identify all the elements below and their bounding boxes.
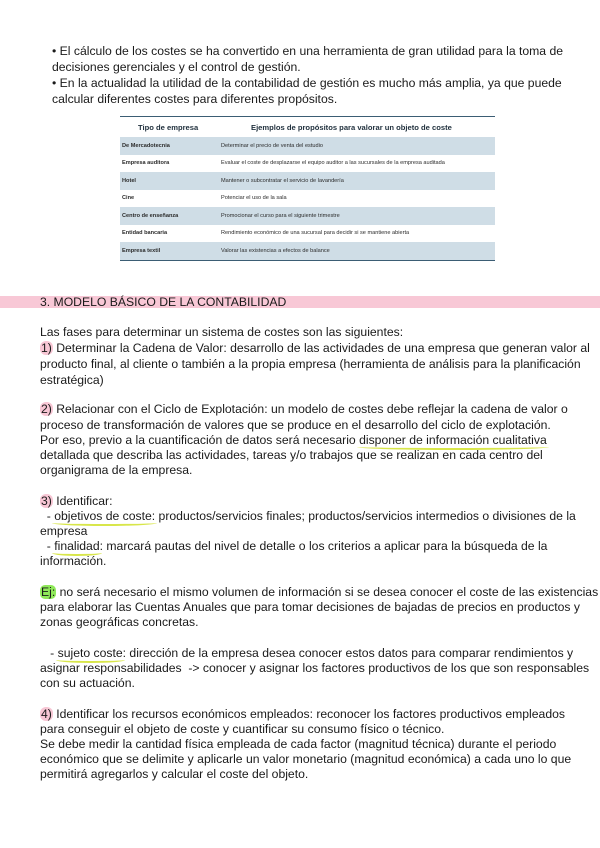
table-cell-type: Cine	[122, 195, 135, 202]
example-line-2: para elaborar las Cuentas Anuales que para tomar decisiones de bajadas de precios en productos y	[40, 600, 580, 614]
table-cell-purpose: Promocionar el curso para el siguiente trimestre	[221, 212, 340, 219]
phase-3-number: 3)	[41, 494, 52, 508]
phase-4-line-3: Se debe medir la cantidad física empleada de cada factor (magnitud técnica) durante el periodo	[40, 737, 557, 751]
table-cell-type: De Mercadotecnia	[122, 142, 170, 149]
phase-1-number: 1)	[41, 341, 52, 355]
sujeto-text: : dirección de la empresa desea conocer estos datos para comparar rendimientos y	[122, 646, 574, 660]
table-cell-purpose: Potenciar el uso de la sala	[221, 195, 287, 202]
objectives-line-2: empresa	[40, 524, 88, 538]
phase-2-line-3	[40, 433, 547, 448]
sujeto-line-3: con su actuación.	[40, 676, 135, 690]
sujeto-line-1	[40, 646, 573, 661]
example-text: no será necesario el mismo volumen de información si se desea conocer el coste de las existencias	[56, 585, 599, 599]
finalidad-line-2: información.	[40, 554, 107, 568]
table-row	[120, 225, 495, 243]
table-header-col-2: Ejemplos de propósitos para valorar un objeto de coste	[251, 122, 452, 132]
table-cell-type: Centro de enseñanza	[122, 212, 179, 219]
phase-4-line-5: permitirá agregarlos y calcular el coste del objeto.	[40, 767, 309, 781]
intro-bullet-2-line-1: • En la actualidad la utilidad de la contabilidad de gestión es mucho más amplia, ya que puede	[52, 76, 562, 90]
phase-3-text: Identificar:	[52, 494, 113, 508]
purposes-table	[120, 116, 495, 261]
phase-4-line-2: para conseguir el objeto de coste y cuantificar su consumo físico o técnico.	[40, 722, 445, 736]
table-cell-purpose: Evaluar el coste de desplazarse el equipo auditor a las sucursales de la empresa auditada	[221, 160, 445, 167]
fases-intro: Las fases para determinar un sistema de costes son las siguientes:	[40, 325, 404, 339]
table-row	[120, 242, 495, 260]
qualitative-info-underlined: disponer de información cualitativa	[359, 433, 547, 447]
phase-4-line-4: económico que se delimite y aplicarle un valor monetario (magnitud económica) a cada uno lo que	[40, 752, 572, 766]
section-title: 3. MODELO BÁSICO DE LA CONTABILIDAD	[40, 295, 287, 309]
phase-4-line-1	[40, 707, 565, 722]
example-line-3: zonas geográficas concretas.	[40, 615, 199, 629]
sujeto-label: sujeto coste	[57, 646, 123, 660]
example-line-1	[40, 585, 598, 600]
phase-1-line-3: estratégica)	[40, 373, 104, 387]
phase-1-text: Determinar la Cadena de Valor: desarrollo de las actividades de una empresa que generan valor al	[52, 341, 590, 355]
table-row	[120, 172, 495, 190]
table-cell-purpose: Mantener o subcontratar el servicio de lavandería	[221, 177, 344, 184]
phase-2-line-5: organigrama de la empresa.	[40, 463, 193, 477]
phase-1-line-2: producto final, al cliente o también a la propia empresa (herramienta de análisis para la planificación	[40, 357, 581, 371]
phase-4-number: 4)	[41, 707, 52, 721]
table-cell-type: Hotel	[122, 177, 136, 184]
sujeto-line-2: asignar responsabilidades -> conocer y asignar los factores productivos de los que son responsables	[40, 661, 590, 675]
objectives-text: productos/servicios finales; productos/servicios intermedios o divisiones de la	[155, 509, 576, 523]
table-cell-purpose: Valorar las existencias a efectos de balance	[221, 247, 330, 254]
table-row	[120, 190, 495, 208]
table-header	[120, 117, 495, 137]
phase-2-text: Relacionar con el Ciclo de Explotación: un modelo de costes debe reflejar la cadena de valor o	[52, 402, 568, 416]
sujeto-dash: -	[40, 646, 58, 660]
finalidad-line-1	[40, 539, 547, 554]
table-row	[120, 155, 495, 173]
objectives-dash: -	[40, 509, 55, 523]
table-cell-purpose: Determinar el precio de venta del estudio	[221, 142, 323, 149]
finalidad-dash: -	[40, 539, 55, 553]
table-cell-type: Empresa auditora	[122, 160, 170, 167]
intro-bullet-1-line-2: decisiones gerenciales y el control de gestión.	[52, 60, 301, 74]
phase-2-number: 2)	[41, 402, 52, 416]
table-cell-type: Empresa textil	[122, 247, 161, 254]
intro-bullet-1-line-1: • El cálculo de los costes se ha convertido en una herramienta de gran utilidad para la toma de	[52, 44, 564, 58]
table-row	[120, 137, 495, 155]
phase-2-line-1	[40, 402, 568, 417]
objectives-line-1	[40, 509, 576, 524]
table-cell-type: Entidad bancaria	[122, 230, 168, 237]
finalidad-label: finalidad	[54, 539, 100, 553]
phase-4-text: Identificar los recursos económicos empleados: reconocer los factores productivos empleados	[52, 707, 565, 721]
objectives-label: objetivos de coste:	[54, 509, 156, 523]
intro-bullet-2-line-2: calcular diferentes costes para diferentes propósitos.	[52, 92, 338, 106]
phase-2-line-3-text: Por eso, previo a la cuantificación de datos será necesario	[40, 433, 360, 447]
table-row	[120, 207, 495, 225]
phase-2-line-2: proceso de transformación de valores que se produce en el desarrollo del ciclo de explotación.	[40, 418, 551, 432]
phase-3-line-1	[40, 494, 112, 509]
phase-1-line-1	[40, 341, 590, 356]
example-label: Ej:	[41, 585, 56, 599]
table-cell-purpose: Rendimiento económico de una sucursal para decidir si se mantiene abierta	[221, 230, 410, 237]
phase-2-line-4: detallada que describa las actividades, tareas y/o trabajos que se realizan en cada centro del	[40, 448, 543, 462]
table-header-col-1: Tipo de empresa	[138, 122, 199, 132]
finalidad-text: : marcará pautas del nivel de detalle o los criterios a aplicar para la búsqueda de la	[99, 539, 548, 553]
